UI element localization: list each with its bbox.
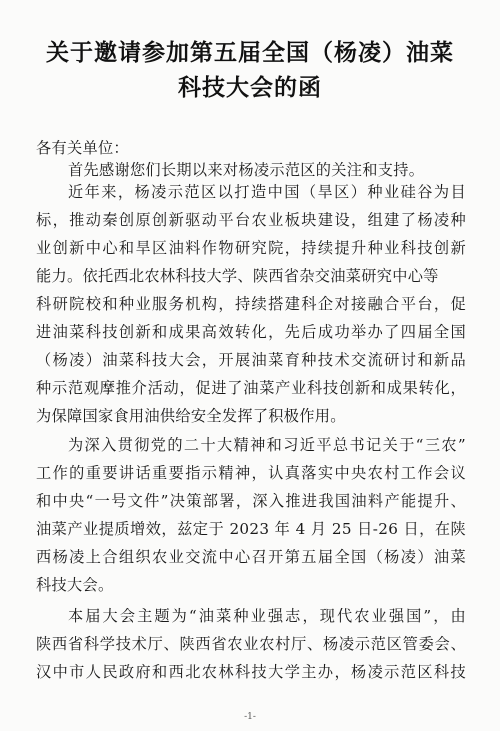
body-line: 近年来，杨凌示范区以打造中国（旱区）种业硅谷为目 [68,183,466,201]
body-line: 西杨凌上合组织农业交流中心召开第五届全国（杨凌）油菜 [36,548,466,566]
document-title-line-2: 科技大会的函 [178,74,322,101]
body-line: 科技大会。 [36,576,114,594]
body-line: 能力。依托西北农林科技大学、陕西省杂交油菜研究中心等 [36,267,439,285]
body-line: 油菜产业提质增效，兹定于 2023 年 4 月 25 日-26 日，在陕 [36,520,466,538]
body-line: 工作的重要讲话重要指示精神，认真落实中央农村工作会议 [36,464,466,482]
document-title-line-1: 关于邀请参加第五届全国（杨凌）油菜 [46,39,454,66]
body-line: 和中央“一号文件”决策部署，深入推进我国油料产能提升、 [36,492,466,510]
body-line: 科研院校和种业服务机构，持续搭建科企对接融合平台，促 [36,295,466,313]
salutation: 各有关单位： [36,139,129,157]
body-line: （杨凌）油菜科技大会，开展油菜育种技术交流研讨和新品 [36,351,466,369]
body-line: 本届大会主题为“油菜种业强志，现代农业强国”，由 [68,607,466,625]
body-line: 种示范观摩推介活动，促进了油菜产业科技创新和成果转化， [36,379,466,397]
body-line: 首先感谢您们长期以来对杨凌示范区的关注和支持。 [68,161,425,179]
body-line: 陕西省科学技术厅、陕西省农业农村厅、杨凌示范区管委会、 [36,635,466,653]
page-number: -1- [244,712,256,722]
body-line: 业创新中心和旱区油料作物研究院，持续提升种业科技创新 [36,239,466,257]
body-line: 为保障国家食用油供给安全发挥了积极作用。 [36,407,346,425]
body-line: 进油菜科技创新和成果高效转化，先后成功举办了四届全国 [36,323,466,341]
body-line: 标，推动秦创原创新驱动平台农业板块建设，组建了杨凌种 [36,211,466,229]
body-line: 汉中市人民政府和西北农林科技大学主办，杨凌示范区科技 [36,663,466,681]
body-line: 为深入贯彻党的二十大精神和习近平总书记关于“三农” [68,436,466,454]
